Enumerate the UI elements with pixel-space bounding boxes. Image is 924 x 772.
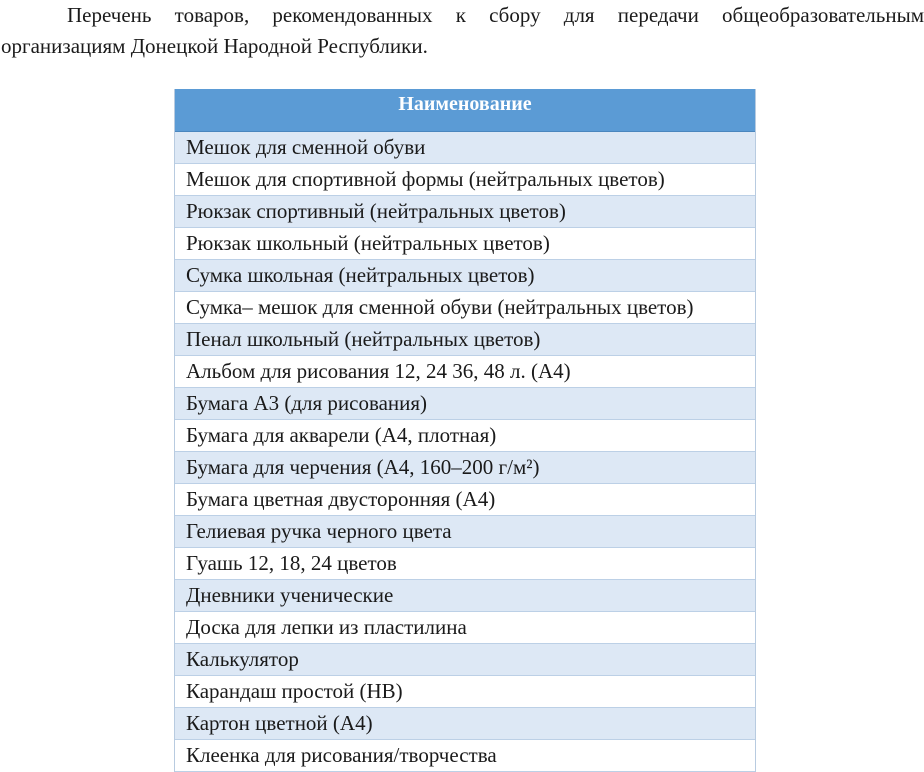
table-row: Рюкзак школьный (нейтральных цветов): [175, 228, 755, 260]
table-row: Доска для лепки из пластилина: [175, 612, 755, 644]
table-row: Сумка школьная (нейтральных цветов): [175, 260, 755, 292]
table-row: Картон цветной (А4): [175, 708, 755, 740]
table-row: Бумага для акварели (А4, плотная): [175, 420, 755, 452]
table-row: Дневники ученические: [175, 580, 755, 612]
table-row: Пенал школьный (нейтральных цветов): [175, 324, 755, 356]
table-header-name: Наименование: [175, 89, 755, 132]
intro-line-2: организациям Донецкой Народной Республики.: [1, 34, 428, 58]
table-row: Гуашь 12, 18, 24 цветов: [175, 548, 755, 580]
table-row: Калькулятор: [175, 644, 755, 676]
table-row: Гелиевая ручка черного цвета: [175, 516, 755, 548]
intro-line-1: Перечень товаров, рекомендованных к сбору для передачи общеобразовательным: [67, 3, 924, 27]
table-row: Альбом для рисования 12, 24 36, 48 л. (А4): [175, 356, 755, 388]
table-row: Сумка– мешок для сменной обуви (нейтральных цветов): [175, 292, 755, 324]
table-row: Бумага для черчения (А4, 160–200 г/м²): [175, 452, 755, 484]
table-row: Рюкзак спортивный (нейтральных цветов): [175, 196, 755, 228]
table-row: Мешок для спортивной формы (нейтральных цветов): [175, 164, 755, 196]
table-body: [175, 132, 755, 772]
table-row: Клеенка для рисования/творчества: [175, 740, 755, 772]
items-table: [174, 89, 756, 772]
table-row: Карандаш простой (НВ): [175, 676, 755, 708]
table-row: Мешок для сменной обуви: [175, 132, 755, 164]
table-row: Бумага А3 (для рисования): [175, 388, 755, 420]
table-row: Бумага цветная двусторонняя (А4): [175, 484, 755, 516]
